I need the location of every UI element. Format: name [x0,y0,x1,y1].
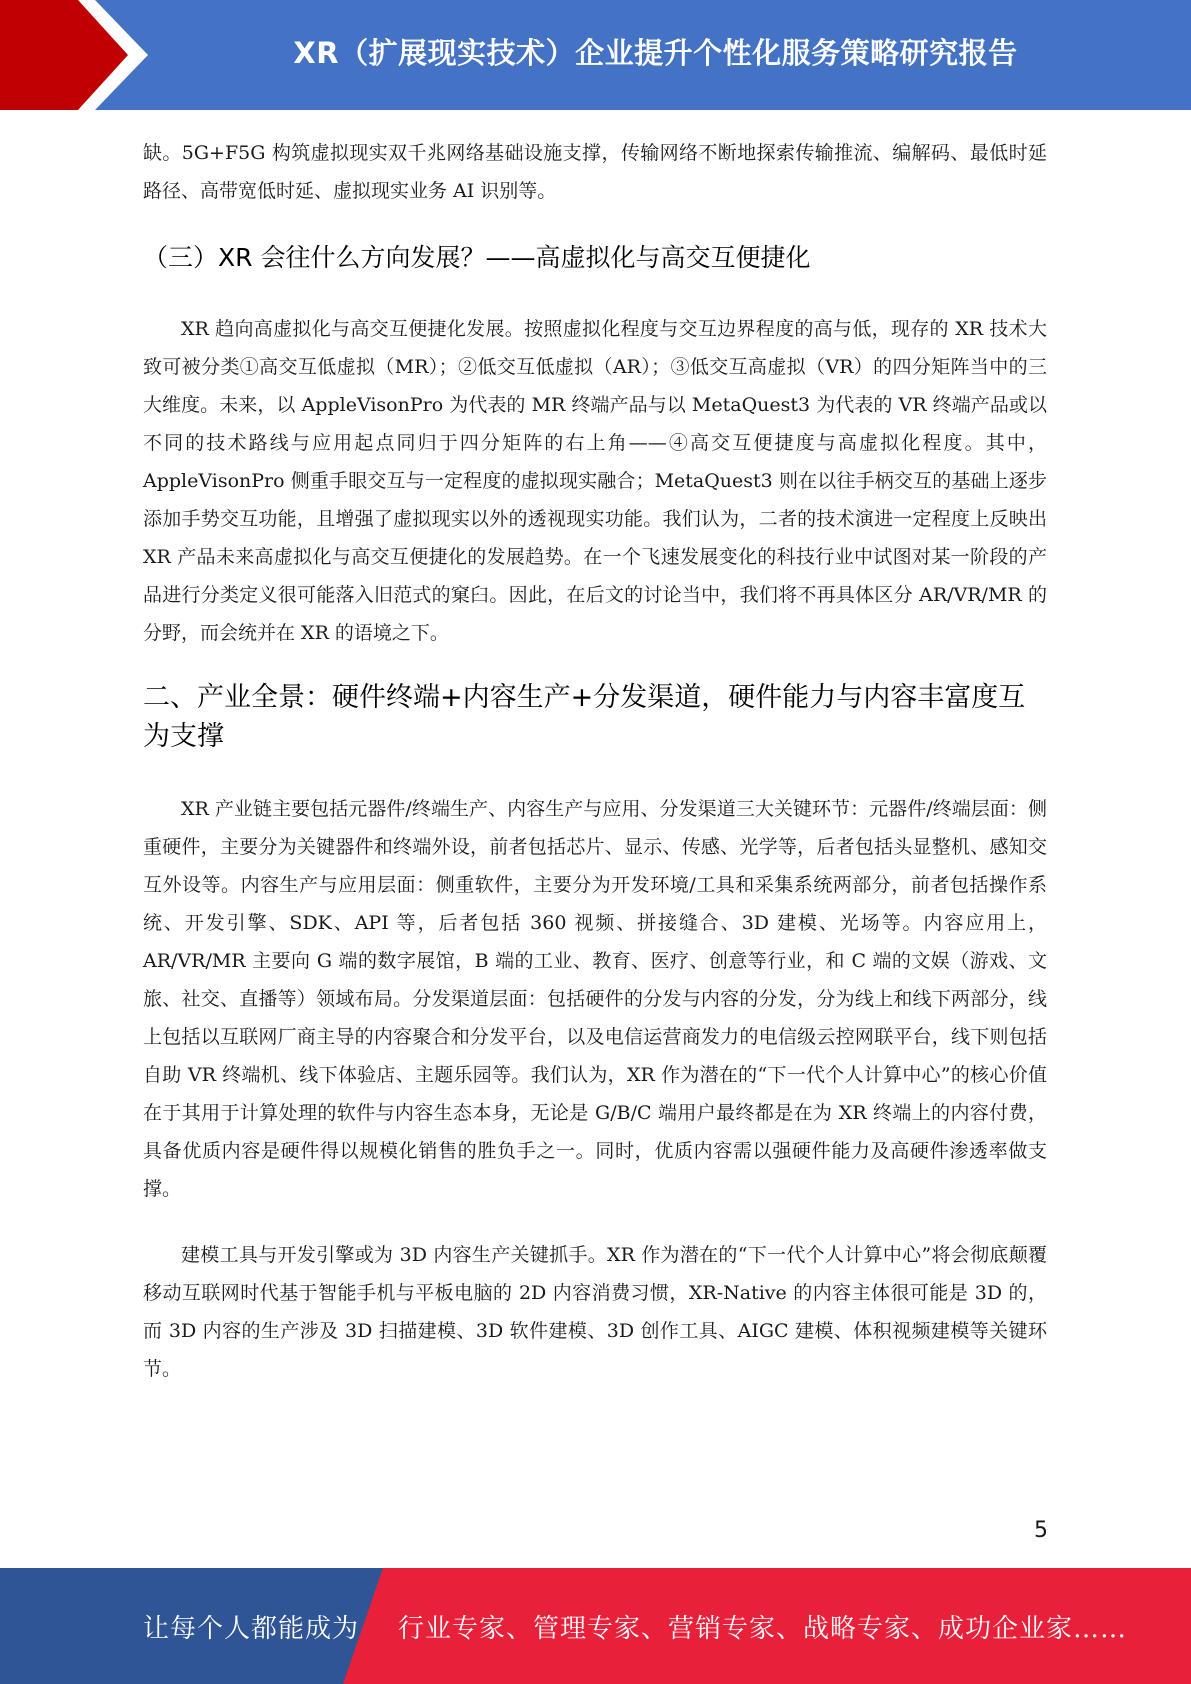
section-2-paragraph-1: XR 产业链主要包括元器件/终端生产、内容生产与应用、分发渠道三大关键环节：元器件/终端层面：侧重硬件，主要分为关键器件和终端外设，前者包括芯片、显示、传感、光学等，后者包括头显整机、感知交互外设等。内容生产与应用层面：侧重软件，主要分为开发环境/工具和采集系统两部分，前者包括操作系统、开发引擎、SDK、API 等，后者包括 360 视频、拼接缝合、3D 建模、光场等。内容应用上，AR/VR/MR 主要向 G 端的数字展馆，B 端的工业、教育、医疗、创意等行业，和 C 端的文娱（游戏、文旅、社交、直播等）领域布局。分发渠道层面：包括硬件的分发与内容的分发，分为线上和线下两部分，线上包括以互联网厂商主导的内容聚合和分发平台，以及电信运营商发力的电信级云控网联平台，线下则包括自助 VR 终端机、线下体验店、主题乐园等。我们认为，XR 作为潜在的“下一代个人计算中心”的核心价值在于其用于计算处理的软件与内容生态本身，无论是 G/B/C 端用户最终都是在为 XR 终端上的内容付费，具备优质内容是硬件得以规模化销售的胜负手之一。同时，优质内容需以强硬件能力及高硬件渗透率做支撑。 [143,798,1047,1200]
section-2-heading: 二、产业全景：硬件终端+内容生产+分发渠道，硬件能力与内容丰富度互为支撑 [143,682,1026,752]
section-3-paragraph: XR 趋向高虚拟化与高交互便捷化发展。按照虚拟化程度与交互边界程度的高与低，现存的 XR 技术大致可被分类①高交互低虚拟（MR）；②低交互低虚拟（AR）；③低交互高虚拟（VR）的四分矩阵当中的三大维度。未来，以 AppleVisonPro 为代表的 MR 终端产品与以 MetaQuest3 为代表的 VR 终端产品或以不同的技术路线与应用起点同归于四分矩阵的右上角——④高交互便捷度与高虚拟化程度。其中，AppleVisonPro 侧重手眼交互与一定程度的虚拟现实融合；MetaQuest3 则在以往手柄交互的基础上逐步添加手势交互功能，且增强了虚拟现实以外的透视现实功能。我们认为，二者的技术演进一定程度上反映出 XR 产品未来高虚拟化与高交互便捷化的发展趋势。在一个飞速发展变化的科技行业中试图对某一阶段的产品进行分类定义很可能落入旧范式的窠臼。因此，在后文的讨论当中，我们将不再具体区分 AR/VR/MR 的分野，而会统并在 XR 的语境之下。 [143,318,1047,644]
page-content [143,134,1047,1388]
footer-band [0,1568,1191,1684]
page-number: 5 [1034,1518,1048,1543]
section-2-paragraph-2: 建模工具与开发引擎或为 3D 内容生产关键抓手。XR 作为潜在的“下一代个人计算中心”将会彻底颠覆移动互联网时代基于智能手机与平板电脑的 2D 内容消费习惯，XR-Native 的内容主体很可能是 3D 的，而 3D 内容的生产涉及 3D 扫描建模、3D 软件建模、3D 创作工具、AIGC 建模、体积视频建模等关键环节。 [143,1244,1047,1380]
header-band [0,0,1191,110]
intro-paragraph: 缺。5G+F5G 构筑虚拟现实双千兆网络基础设施支撑，传输网络不断地探索传输推流、编解码、最低时延路径、高带宽低时延、虚拟现实业务 AI 识别等。 [143,142,1047,202]
footer-slogan-right: 行业专家、管理专家、营销专家、战略专家、成功企业家…… [398,1613,1128,1644]
report-title: XR（扩展现实技术）企业提升个性化服务策略研究报告 [293,35,1018,70]
section-3-heading: （三）XR 会往什么方向发展？——高虚拟化与高交互便捷化 [143,243,811,272]
footer-slogan-left: 让每个人都能成为 [143,1613,360,1644]
header-chevron-decoration [0,0,160,110]
